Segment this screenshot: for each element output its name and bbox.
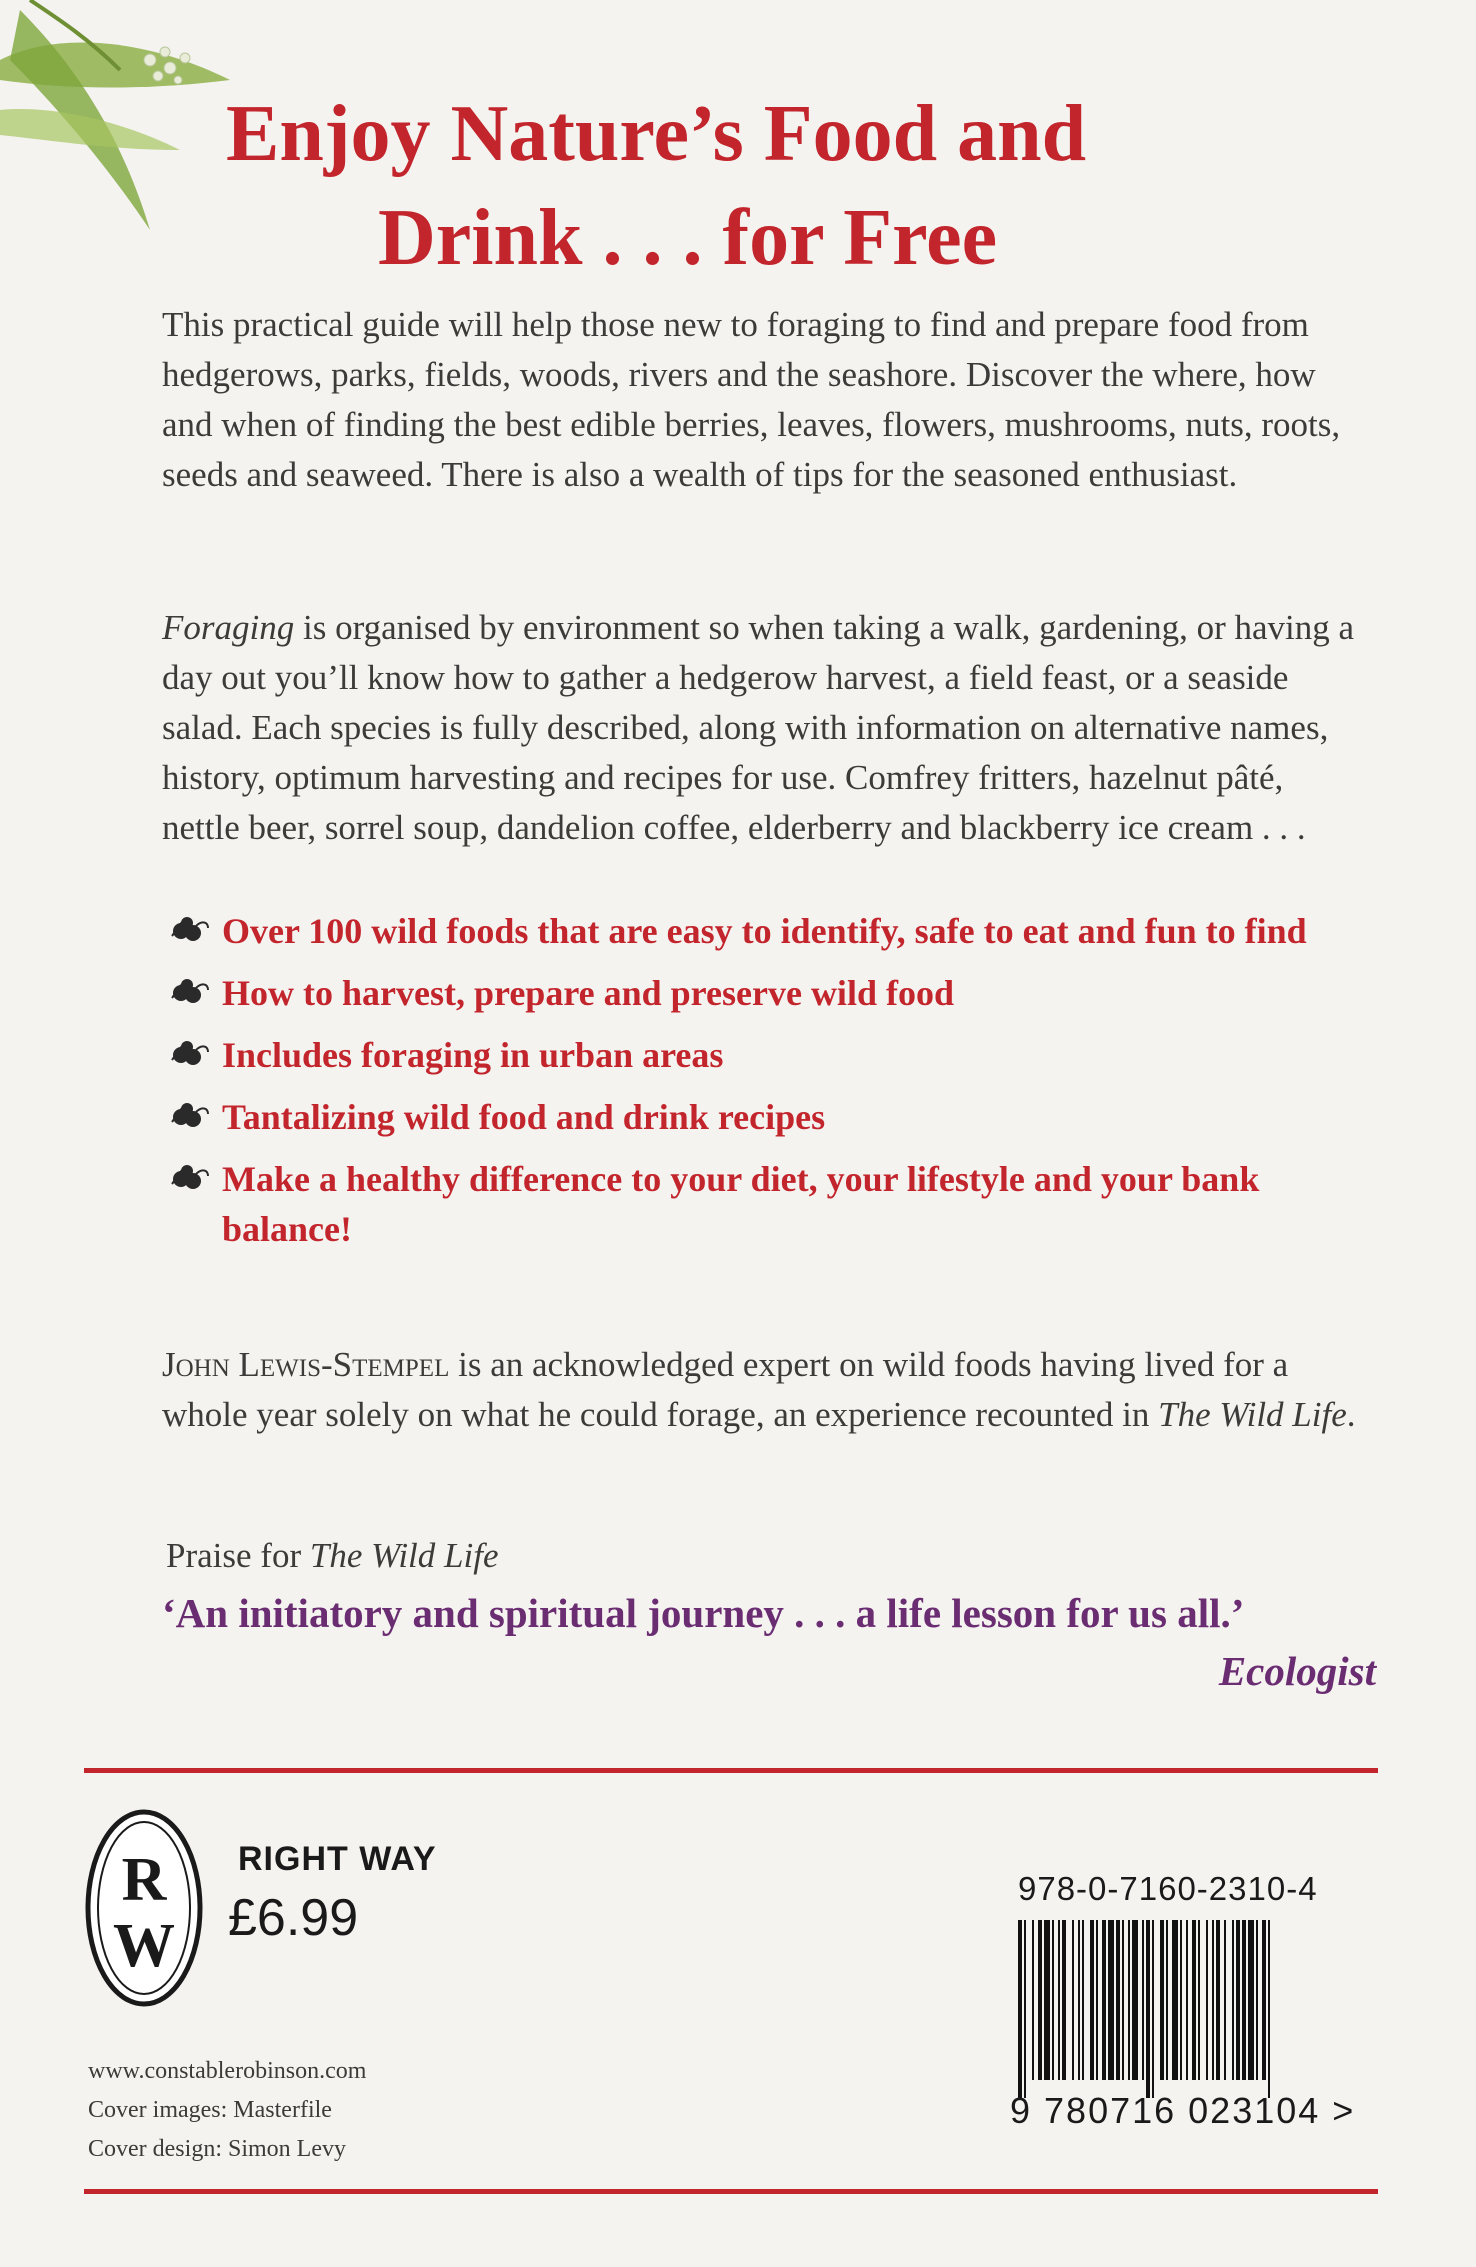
organisation-paragraph bbox=[162, 603, 1362, 853]
barcode-digits: 9 780716 023104 > bbox=[1010, 2090, 1356, 2131]
barcode-bar bbox=[1242, 1920, 1246, 2080]
author-name: John Lewis-Stempel bbox=[162, 1345, 450, 1384]
berry-bullet-icon bbox=[168, 1100, 210, 1130]
organisation-text: is organised by environment so when taking a walk, gardening, or having a day out you’ll know how to gather a hedgerow harvest, a field feast, or a seaside salad. Each species is fully described, along with information on alternative names, history, optimum harvesting and recipes for use. Comfrey fritters, hazelnut pâté, nettle beer, sorrel soup, dandelion coffee, elderberry and blackberry ice cream . . . bbox=[162, 608, 1355, 847]
barcode-bar bbox=[1116, 1920, 1120, 2080]
barcode-bar bbox=[1186, 1920, 1188, 2080]
author-bio-text: is an acknowledged expert on wild foods having lived for a whole year solely on what he could forage, an experience recounted in bbox=[162, 1345, 1289, 1434]
barcode-bar bbox=[1216, 1920, 1220, 2080]
feature-text: Tantalizing wild food and drink recipes bbox=[222, 1097, 826, 1137]
barcode-bar bbox=[1248, 1920, 1254, 2080]
berry-bullet-icon bbox=[168, 976, 210, 1006]
barcode-bar bbox=[1166, 1920, 1168, 2080]
berry-bullet-icon bbox=[168, 1162, 210, 1192]
intro-paragraph: This practical guide will help those new to foraging to find and prepare food from hedgerows, parks, fields, woods, rivers and the seashore. Discover the where, how and when of finding the best edible berries, leaves, flowers, mushrooms, nuts, roots, seeds and seaweed. There is also a wealth of tips for the seasoned enthusiast. bbox=[162, 305, 1341, 494]
author-book-title: The Wild Life bbox=[1158, 1395, 1347, 1434]
cover-images-credit: Cover images: Masterfile bbox=[88, 2097, 332, 2123]
logo-letter-w: W bbox=[113, 1912, 175, 1980]
praise-book-title: The Wild Life bbox=[309, 1536, 499, 1575]
feature-text: Includes foraging in urban areas bbox=[222, 1035, 724, 1075]
divider-bottom bbox=[84, 2189, 1378, 2194]
price: £6.99 bbox=[228, 1889, 359, 1947]
feature-text: How to harvest, prepare and preserve wild food bbox=[222, 973, 954, 1013]
publisher-website: www.constablerobinson.com bbox=[88, 2058, 367, 2084]
barcode-bar bbox=[1268, 1920, 1270, 2098]
berry-bullet-icon bbox=[168, 914, 210, 944]
cover-design-credit: Cover design: Simon Levy bbox=[88, 2136, 346, 2162]
isbn: 978-0-7160-2310-4 bbox=[1018, 1870, 1318, 1907]
author-bio-end: . bbox=[1346, 1395, 1356, 1434]
feature-text: Over 100 wild foods that are easy to identify, safe to eat and fun to find bbox=[222, 911, 1307, 951]
barcode-bar bbox=[1078, 1920, 1080, 2080]
headline-line-1: Enjoy Nature’s Food and bbox=[226, 90, 1087, 178]
review-source: Ecologist bbox=[1218, 1648, 1376, 1694]
barcode-bar bbox=[1232, 1920, 1234, 2080]
barcode-bar bbox=[1192, 1920, 1196, 2080]
praise-label-text: Praise for bbox=[166, 1536, 310, 1575]
barcode-bar bbox=[1142, 1920, 1144, 2080]
book-title-foraging: Foraging bbox=[162, 608, 295, 647]
right-way-logo bbox=[84, 1808, 204, 2008]
feature-item bbox=[168, 906, 1388, 956]
berry-bullet-icon bbox=[168, 1038, 210, 1068]
barcode-bar bbox=[1172, 1920, 1178, 2080]
barcode-bar bbox=[1146, 1920, 1150, 2098]
barcode-bar bbox=[1132, 1920, 1138, 2080]
barcode-bar bbox=[1122, 1920, 1124, 2080]
barcode-bar bbox=[1052, 1920, 1054, 2080]
logo-letter-r: R bbox=[121, 1846, 167, 1914]
barcode-bar bbox=[1044, 1920, 1050, 2080]
review-quote: ‘An initiatory and spiritual journey . . . a life lesson for us all.’ bbox=[162, 1590, 1245, 1636]
feature-item bbox=[168, 968, 1388, 1018]
barcode-bar bbox=[1108, 1920, 1114, 2080]
barcode-bar bbox=[1072, 1920, 1074, 2080]
barcode-bar bbox=[1212, 1920, 1214, 2080]
headline-line-2: Drink . . . for Free bbox=[378, 194, 998, 282]
praise-label bbox=[166, 1532, 498, 1580]
barcode-bar bbox=[1206, 1920, 1208, 2080]
herb-leaves-illustration bbox=[0, 0, 250, 260]
barcode-bar bbox=[1062, 1920, 1066, 2080]
barcode-bar bbox=[1152, 1920, 1154, 2098]
feature-list bbox=[168, 906, 1388, 1266]
barcode-bar bbox=[1224, 1920, 1226, 2080]
divider-top bbox=[84, 1768, 1378, 1773]
imprint-name: RIGHT WAY bbox=[238, 1840, 437, 1878]
barcode-bar bbox=[1128, 1920, 1130, 2080]
barcode-bar bbox=[1236, 1920, 1240, 2080]
feature-text: Make a healthy difference to your diet, your lifestyle and your bank balance! bbox=[222, 1159, 1260, 1249]
headline bbox=[226, 82, 1386, 290]
credits bbox=[88, 2052, 366, 2169]
barcode-bar bbox=[1032, 1920, 1034, 2080]
feature-item bbox=[168, 1030, 1388, 1080]
barcode-bar bbox=[1024, 1920, 1026, 2098]
barcode-bar bbox=[1198, 1920, 1200, 2080]
barcode-bar bbox=[1058, 1920, 1060, 2080]
barcode-bar bbox=[1096, 1920, 1098, 2080]
feature-item bbox=[168, 1092, 1388, 1142]
barcode-bar bbox=[1160, 1920, 1164, 2080]
author-bio bbox=[162, 1340, 1362, 1440]
feature-item bbox=[168, 1154, 1388, 1254]
barcode-bar bbox=[1082, 1920, 1084, 2080]
barcode-bar bbox=[1256, 1920, 1258, 2080]
barcode-bar bbox=[1090, 1920, 1094, 2080]
barcode-bar bbox=[1038, 1920, 1042, 2080]
isbn-barcode bbox=[1012, 1920, 1374, 2098]
barcode-bar bbox=[1262, 1920, 1266, 2080]
barcode-bar bbox=[1018, 1920, 1022, 2098]
barcode-bar bbox=[1180, 1920, 1182, 2080]
barcode-bar bbox=[1102, 1920, 1106, 2080]
